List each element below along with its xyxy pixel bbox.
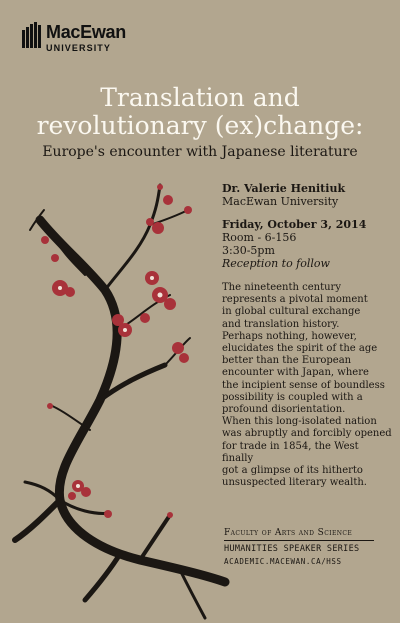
- description-line: elucidates the spirit of the age: [222, 343, 378, 355]
- logo-name: MacEwan: [46, 22, 126, 42]
- event-time: 3:30-5pm: [222, 244, 275, 257]
- logo-mark-icon: [22, 22, 42, 48]
- description-line: possibility is coupled with a: [222, 391, 363, 403]
- speaker-series-name: HUMANITIES SPEAKER SERIES: [224, 544, 360, 554]
- description-line: encounter with Japan, where: [222, 367, 369, 379]
- description-line: profound disorientation.: [222, 404, 346, 416]
- footer: [224, 528, 394, 566]
- description-line: unsuspected literary wealth.: [222, 477, 367, 489]
- event-date: Friday, October 3, 2014: [222, 218, 367, 231]
- description-line: in global cultural exchange: [222, 306, 361, 318]
- faculty-name: Faculty of Arts and Science: [224, 528, 353, 538]
- event-info: [222, 182, 392, 489]
- speaker-name: Dr. Valerie Henitiuk: [222, 182, 346, 195]
- description-line: When this long-isolated nation: [222, 416, 377, 428]
- series-url-link[interactable]: ACADEMIC.MACEWAN.CA/HSS: [224, 557, 342, 566]
- event-reception: Reception to follow: [222, 257, 330, 270]
- description-line: Perhaps nothing, however,: [222, 330, 357, 342]
- subtitle: Europe's encounter with Japanese literature: [42, 144, 358, 160]
- description-line: for trade in 1854, the West finally: [222, 440, 359, 464]
- description-line: was abruptly and forcibly opened: [222, 428, 392, 440]
- title-line-1: Translation and: [100, 83, 300, 112]
- description-line: The nineteenth century: [222, 282, 341, 293]
- description-line: and translation history.: [222, 318, 340, 330]
- speaker-affiliation: MacEwan University: [222, 195, 339, 208]
- title-line-2: revolutionary (ex)change:: [36, 111, 364, 140]
- description-line: the incipient sense of boundless: [222, 379, 385, 391]
- logo-subtitle: UNIVERSITY: [46, 43, 112, 53]
- footer-divider: [224, 540, 374, 541]
- description-line: represents a pivotal moment: [222, 294, 368, 306]
- event-room: Room - 6-156: [222, 231, 297, 244]
- plum-blossom-branch-illustration: [0, 170, 230, 620]
- description-line: got a glimpse of its hitherto: [222, 465, 363, 477]
- description: [222, 282, 392, 489]
- macewan-logo[interactable]: [22, 20, 142, 54]
- description-line: better than the European: [222, 355, 352, 367]
